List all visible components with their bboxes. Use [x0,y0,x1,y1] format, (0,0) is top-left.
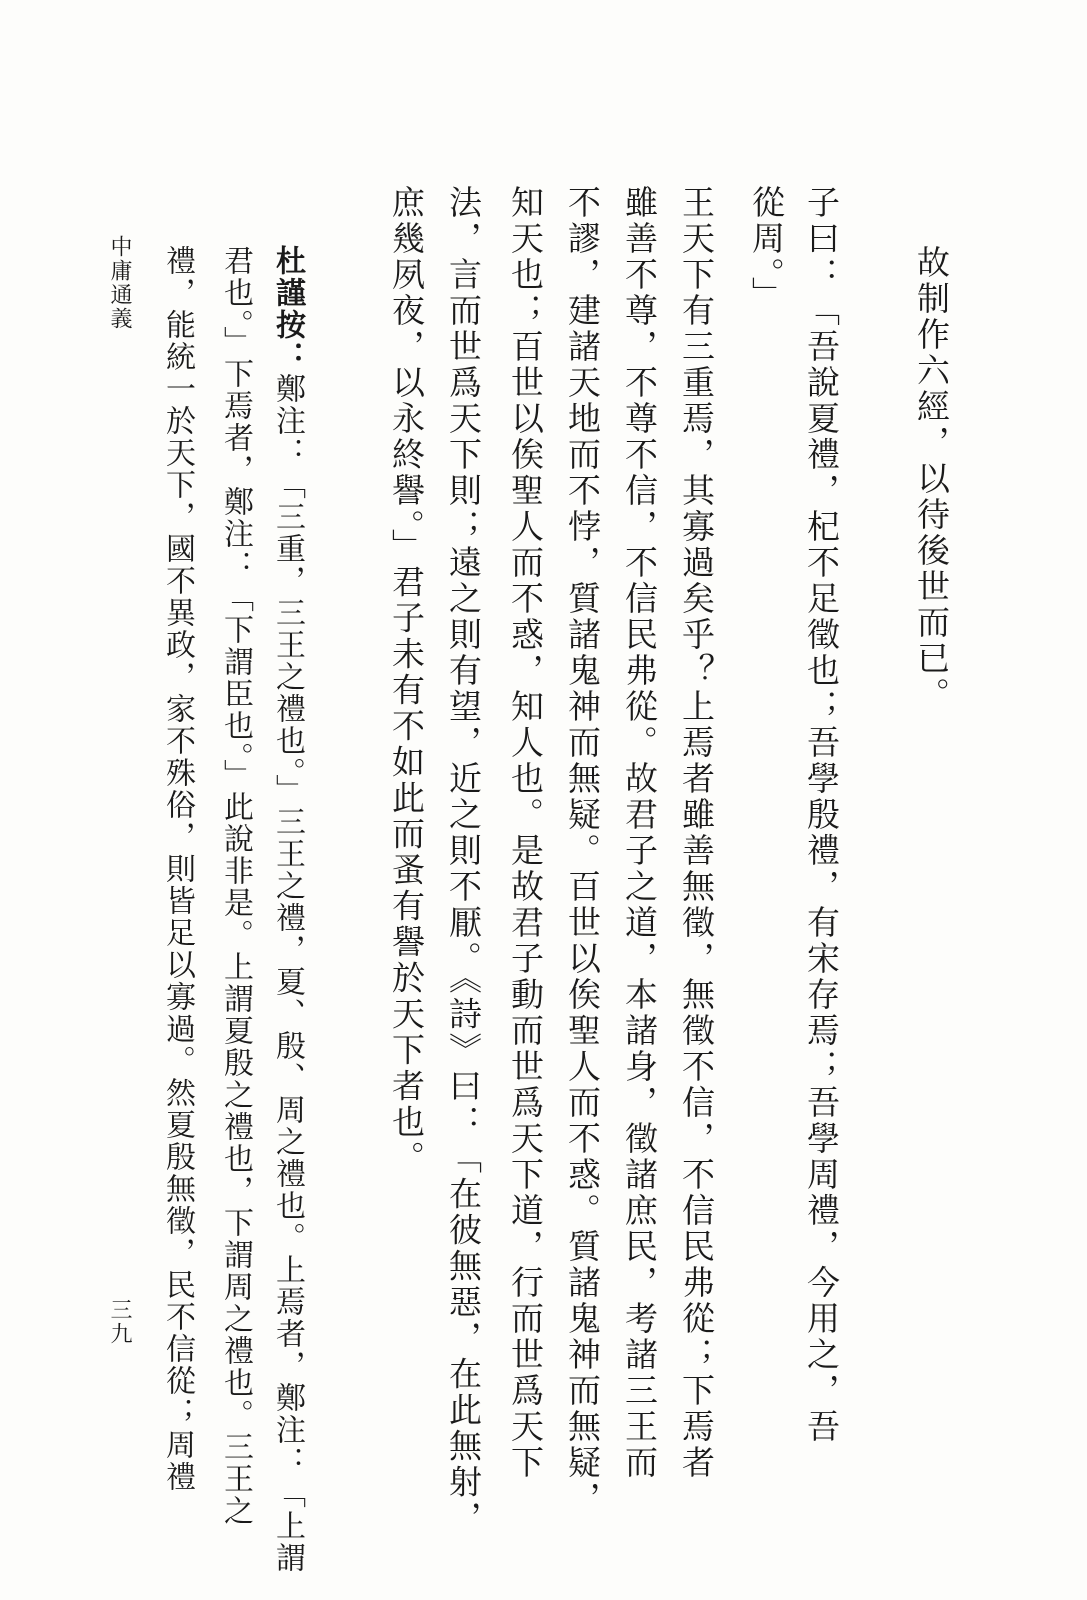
text-column-6: 不謬，建諸天地而不悖，質諸鬼神而無疑。百世以俟聖人而不惑。質諸鬼神而無疑， [563,185,602,1517]
text-column-2: 子曰：「吾說夏禮，杞不足徵也；吾學殷禮，有宋存焉；吾學周禮，今用之，吾 [802,185,841,1445]
page-number: 三九 [107,1298,132,1346]
text-column-1: 故制作六經，以待後世而已。 [912,245,951,713]
commentary-text-1: 鄭注：「三重，三王之禮也。」三王之禮，夏、殷、周之禮也。上焉者，鄭注：「上謂 [270,373,305,1574]
commentary-column-2: 君也。」下焉者，鄭注：「下謂臣也。」此說非是。上謂夏殷之禮也，下謂周之禮也。三王之 [218,245,253,1527]
text-column-7: 知天也；百世以俟聖人而不惑，知人也。是故君子動而世爲天下道，行而世爲天下 [506,185,545,1481]
text-column-8: 法，言而世爲天下則；遠之則有望，近之則不厭。《詩》曰：「在彼無惡，在此無射， [444,185,483,1537]
commentary-column-1 [270,245,305,1574]
text-column-3: 從周。」 [747,185,786,313]
commentary-column-3: 禮，能統一於天下，國不異政，家不殊俗，則皆足以寡過。然夏殷無徵，民不信從；周禮 [160,245,195,1493]
commentary-label: 杜謹按： [270,245,305,373]
running-title: 中庸通義 [107,235,132,331]
text-column-5: 雖善不尊，不尊不信，不信民弗從。故君子之道，本諸身，徵諸庶民，考諸三王而 [620,185,659,1481]
text-column-4: 王天下有三重焉，其寡過矣乎？上焉者雖善無徵，無徵不信，不信民弗從；下焉者 [677,185,716,1481]
text-column-9: 庶幾夙夜，以永終譽。」君子未有不如此而蚤有譽於天下者也。 [387,185,426,1177]
